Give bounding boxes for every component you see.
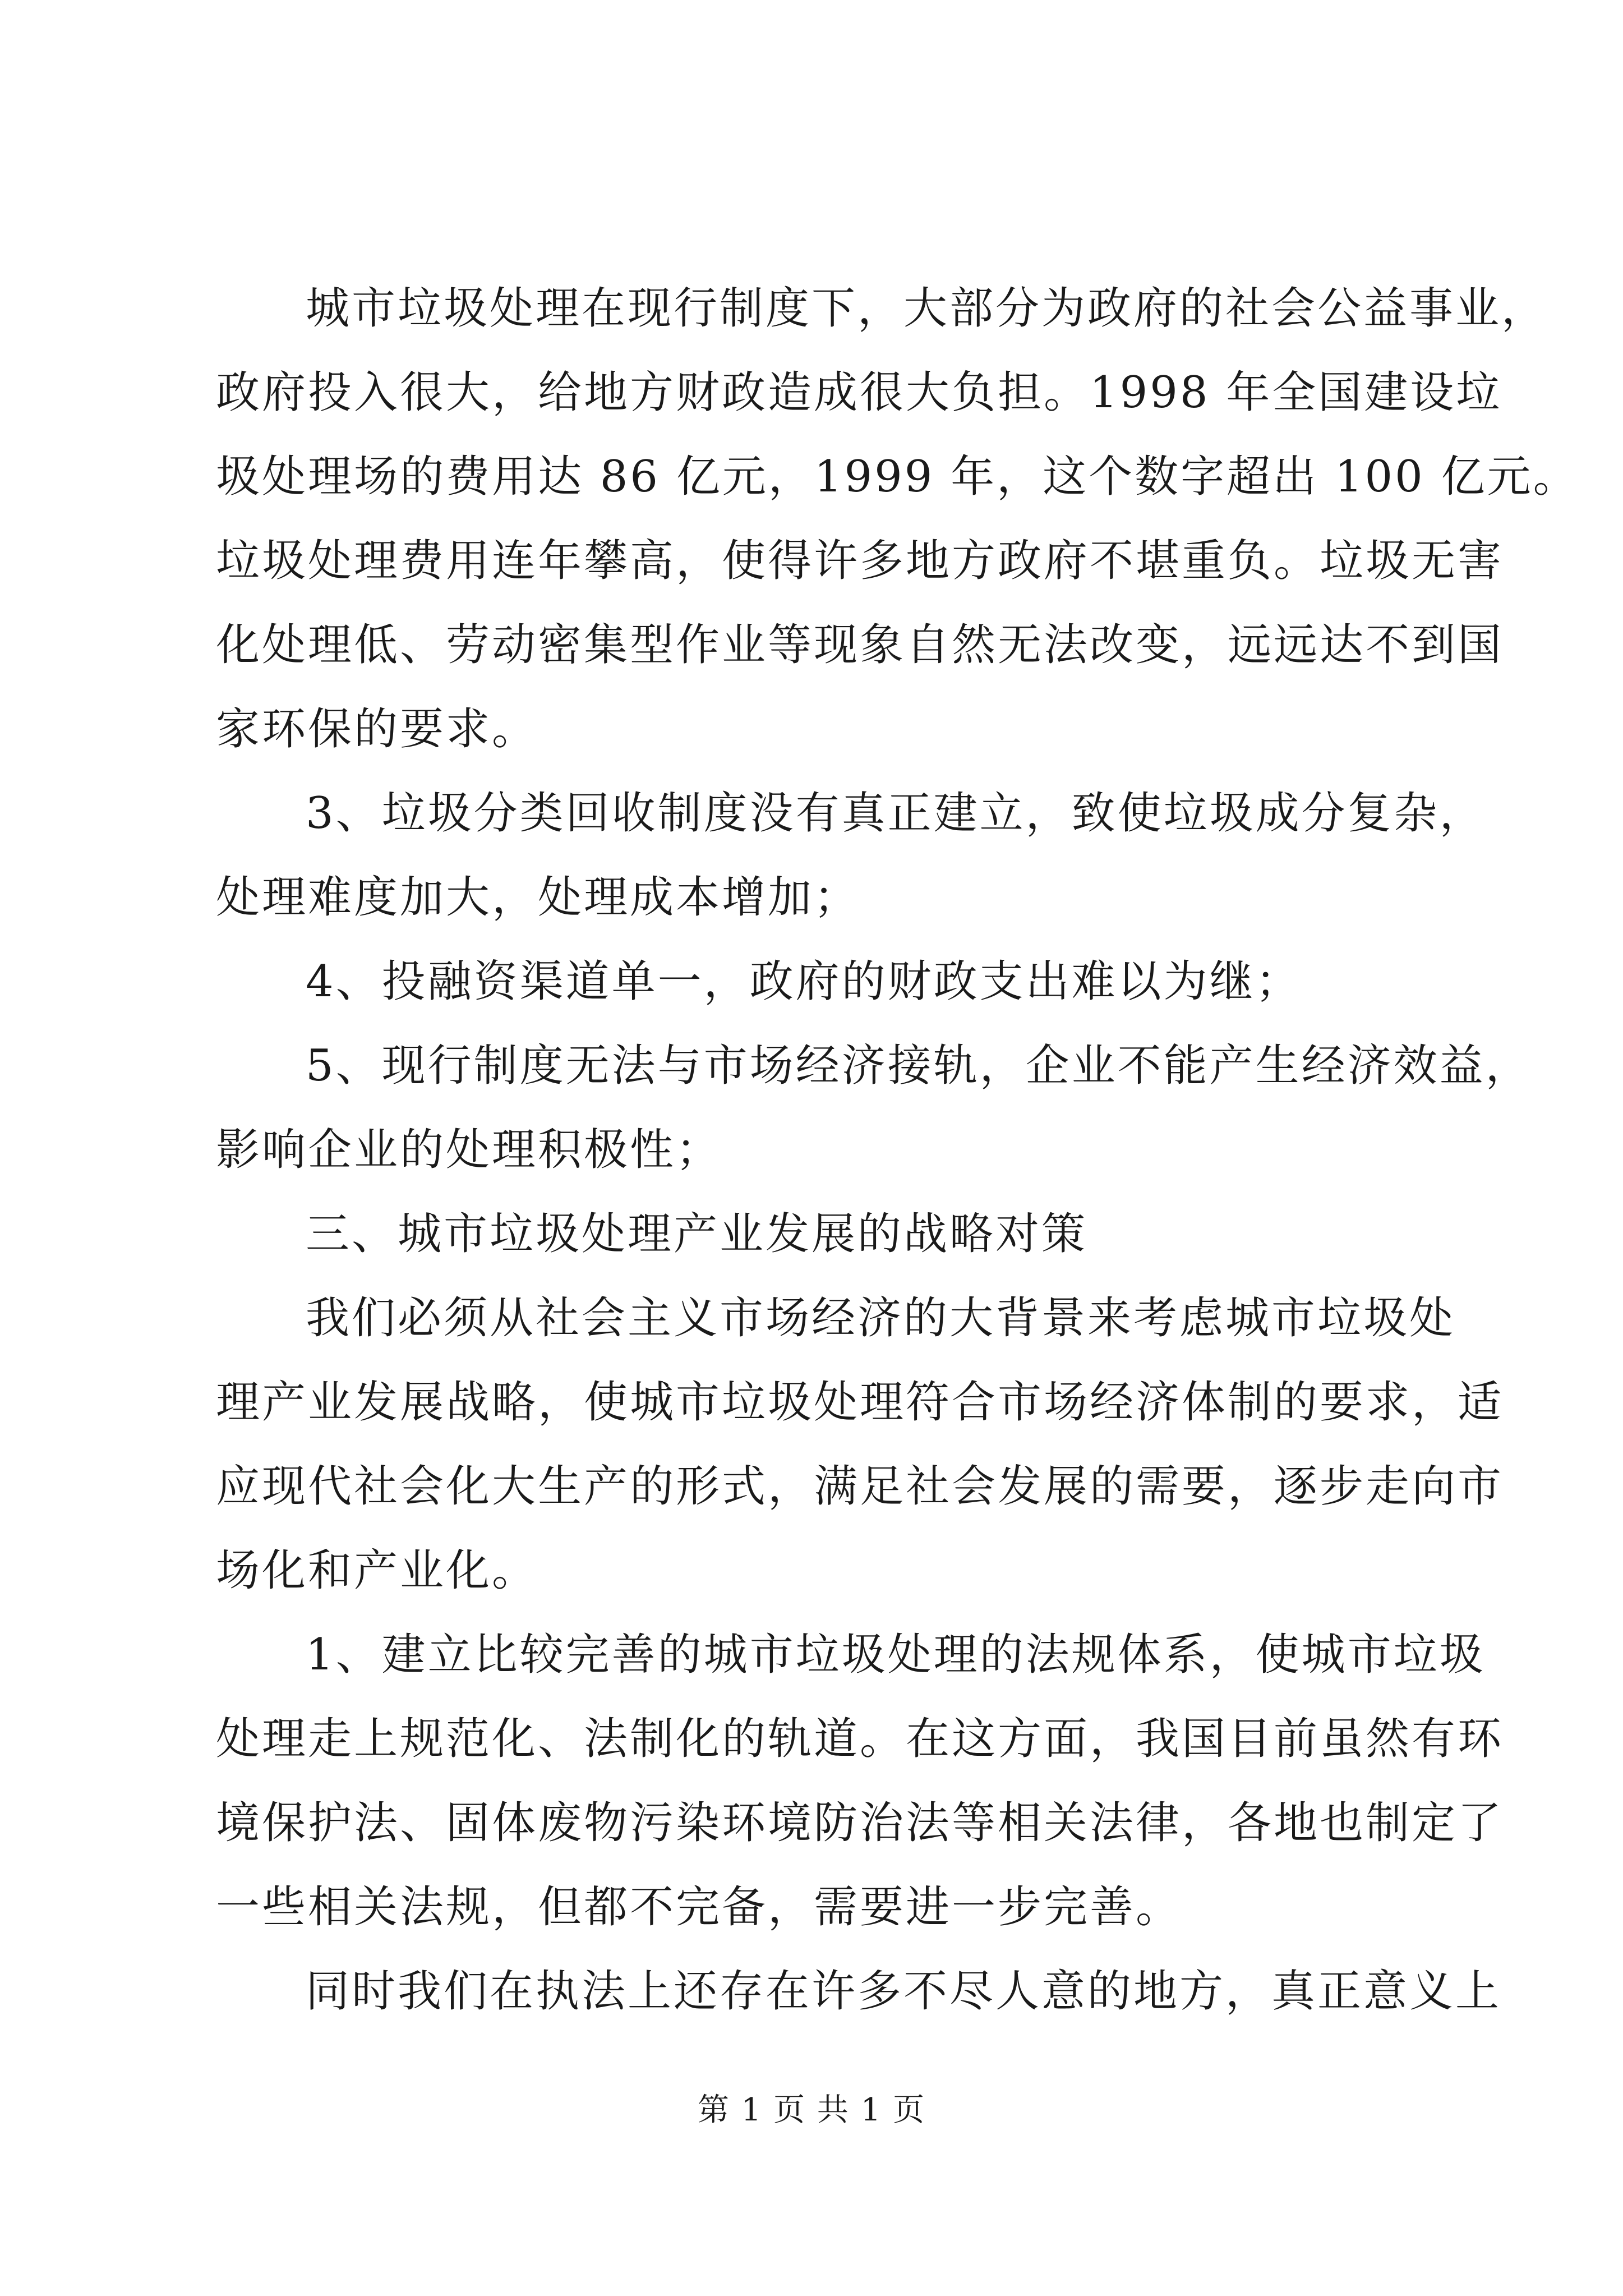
list-item-line: 处理走上规范化、法制化的轨道。在这方面，我国目前虽然有环: [216, 1714, 1504, 1764]
paragraph-line: 垃圾处理费用连年攀高，使得许多地方政府不堪重负。垃圾无害: [216, 536, 1504, 586]
section-heading: 三、城市垃圾处理产业发展的战略对策: [306, 1209, 1088, 1259]
list-item-line: 4、投融资渠道单一，政府的财政支出难以为继；: [306, 956, 1302, 1007]
list-item-line: 处理难度加大，处理成本增加；: [216, 872, 860, 923]
document-body: [216, 266, 1579, 2033]
paragraph-line: 城市垃圾处理在现行制度下，大部分为政府的社会公益事业，: [306, 283, 1548, 334]
list-item-line: 影响企业的处理积极性；: [216, 1125, 722, 1175]
list-item-line: 境保护法、固体废物污染环境防治法等相关法律，各地也制定了: [216, 1798, 1504, 1848]
paragraph-line: 应现代社会化大生产的形式，满足社会发展的需要，逐步走向市: [216, 1461, 1504, 1512]
paragraph-line: 政府投入很大，给地方财政造成很大负担。1998 年全国建设垃: [216, 367, 1502, 418]
list-item-line: 1、建立比较完善的城市垃圾处理的法规体系，使城市垃圾: [306, 1630, 1486, 1680]
list-item-line: 3、垃圾分类回收制度没有真正建立，致使垃圾成分复杂，: [306, 788, 1486, 839]
paragraph-line: 家环保的要求。: [216, 704, 538, 754]
list-item-line: 一些相关法规，但都不完备，需要进一步完善。: [216, 1882, 1182, 1932]
paragraph-line: 同时我们在执法上还存在许多不尽人意的地方，真正意义上: [306, 1966, 1502, 2017]
paragraph-line: 理产业发展战略，使城市垃圾处理符合市场经济体制的要求，适: [216, 1377, 1504, 1428]
list-item-line: 5、现行制度无法与市场经济接轨，企业不能产生经济效益，: [306, 1041, 1532, 1091]
paragraph-line: 我们必须从社会主义市场经济的大背景来考虑城市垃圾处: [306, 1293, 1456, 1343]
paragraph-line: 化处理低、劳动密集型作业等现象自然无法改变，远远达不到国: [216, 620, 1504, 670]
page-number-footer: 第 1 页 共 1 页: [697, 2092, 926, 2128]
paragraph-line: 圾处理场的费用达 86 亿元，1999 年，这个数字超出 100 亿元。: [216, 452, 1579, 502]
paragraph-line: 场化和产业化。: [216, 1545, 538, 1596]
